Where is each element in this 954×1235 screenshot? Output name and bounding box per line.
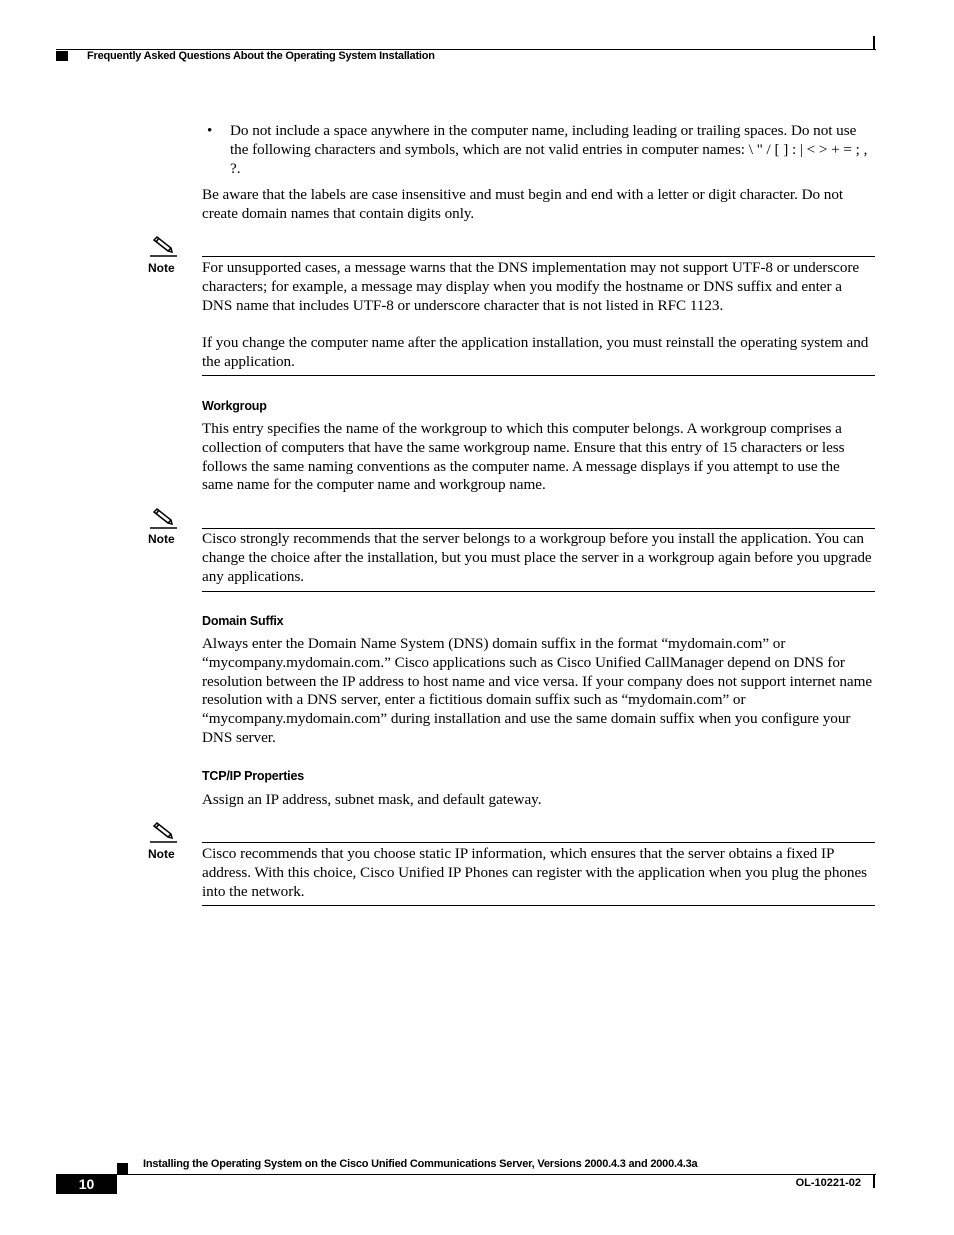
note-label: Note (148, 847, 175, 861)
header-marker (56, 51, 68, 61)
note-label: Note (148, 261, 175, 275)
note-top-rule (202, 528, 875, 529)
document-id: OL-10221-02 (795, 1177, 861, 1189)
note-bottom-rule (202, 375, 875, 376)
note-bottom-rule (202, 905, 875, 906)
paragraph-labels-case: Be aware that the labels are case insensitive and must begin and end with a letter or digit character. Do not create domain names that contain digits only. (202, 186, 844, 222)
pencil-icon (150, 820, 178, 844)
page-number: 10 (56, 1175, 117, 1194)
note-text: Cisco strongly recommends that the server belongs to a workgroup before you install the application. You can change the choice after the installation, but you must place the server in a workgroup again before you upgrade any applications. (202, 530, 872, 585)
note-label: Note (148, 532, 175, 546)
note-bottom-rule (202, 591, 875, 592)
note-text: Cisco recommends that you choose static IP information, which ensures that the server obtains a fixed IP address. With this choice, Cisco Unified IP Phones can register with the application when you plug the phones into the network. (202, 845, 868, 900)
footer-rule (56, 1174, 876, 1175)
header-corner-mark (873, 36, 875, 50)
note-top-rule (202, 842, 875, 843)
note-text: For unsupported cases, a message warns that the DNS implementation may not support UTF-8 or underscore characters; for example, a message may display when you modify the hostname or DNS suffix and enter a DNS name that includes UTF-8 or underscore character that is not listed in RFC 1123. (202, 259, 860, 314)
running-footer-title: Installing the Operating System on the Cisco Unified Communications Server, Versions 2000.4.3 and 2000.4.3a (143, 1158, 698, 1170)
footer-marker (117, 1163, 128, 1174)
note-top-rule (202, 256, 875, 257)
bullet-marker: • (207, 122, 213, 139)
paragraph-workgroup: This entry specifies the name of the workgroup to which this computer belongs. A workgroup comprises a collection of computers that have the same workgroup name. Ensure that this entry of 15 characters or less follows the same naming conventions as the computer name. A message displays if you attempt to use the same name for the computer name and workgroup name. (202, 420, 845, 494)
running-header-title: Frequently Asked Questions About the Operating System Installation (87, 50, 435, 62)
section-heading-domain-suffix: Domain Suffix (202, 614, 284, 628)
footer-corner-mark (873, 1175, 875, 1188)
section-heading-tcpip: TCP/IP Properties (202, 769, 304, 783)
paragraph-domain-suffix: Always enter the Domain Name System (DNS) domain suffix in the format “mydomain.com” or “mycompany.mydomain.com.” Cisco applications such as Cisco Unified CallManager depend on DNS for resolution between the IP address to host name and vice versa. If your company does not support internet name resolution with a DNS server, enter a fictitious domain suffix such as “mydomain.com” or “mycompany.mydomain.com” during installation and use the same domain suffix when you configure your DNS server. (202, 635, 873, 746)
note-text: If you change the computer name after the application installation, you must reinstall the operating system and the application. (202, 334, 869, 370)
pencil-icon (150, 506, 178, 530)
bullet-item: Do not include a space anywhere in the computer name, including leading or trailing spaces. Do not use the following characters and symbols, which are not valid entries in computer names: \ " / [ ] : | < > + = ; , ?. (230, 122, 868, 177)
pencil-icon (150, 234, 178, 258)
section-heading-workgroup: Workgroup (202, 399, 267, 413)
paragraph-tcpip: Assign an IP address, subnet mask, and default gateway. (202, 791, 542, 808)
